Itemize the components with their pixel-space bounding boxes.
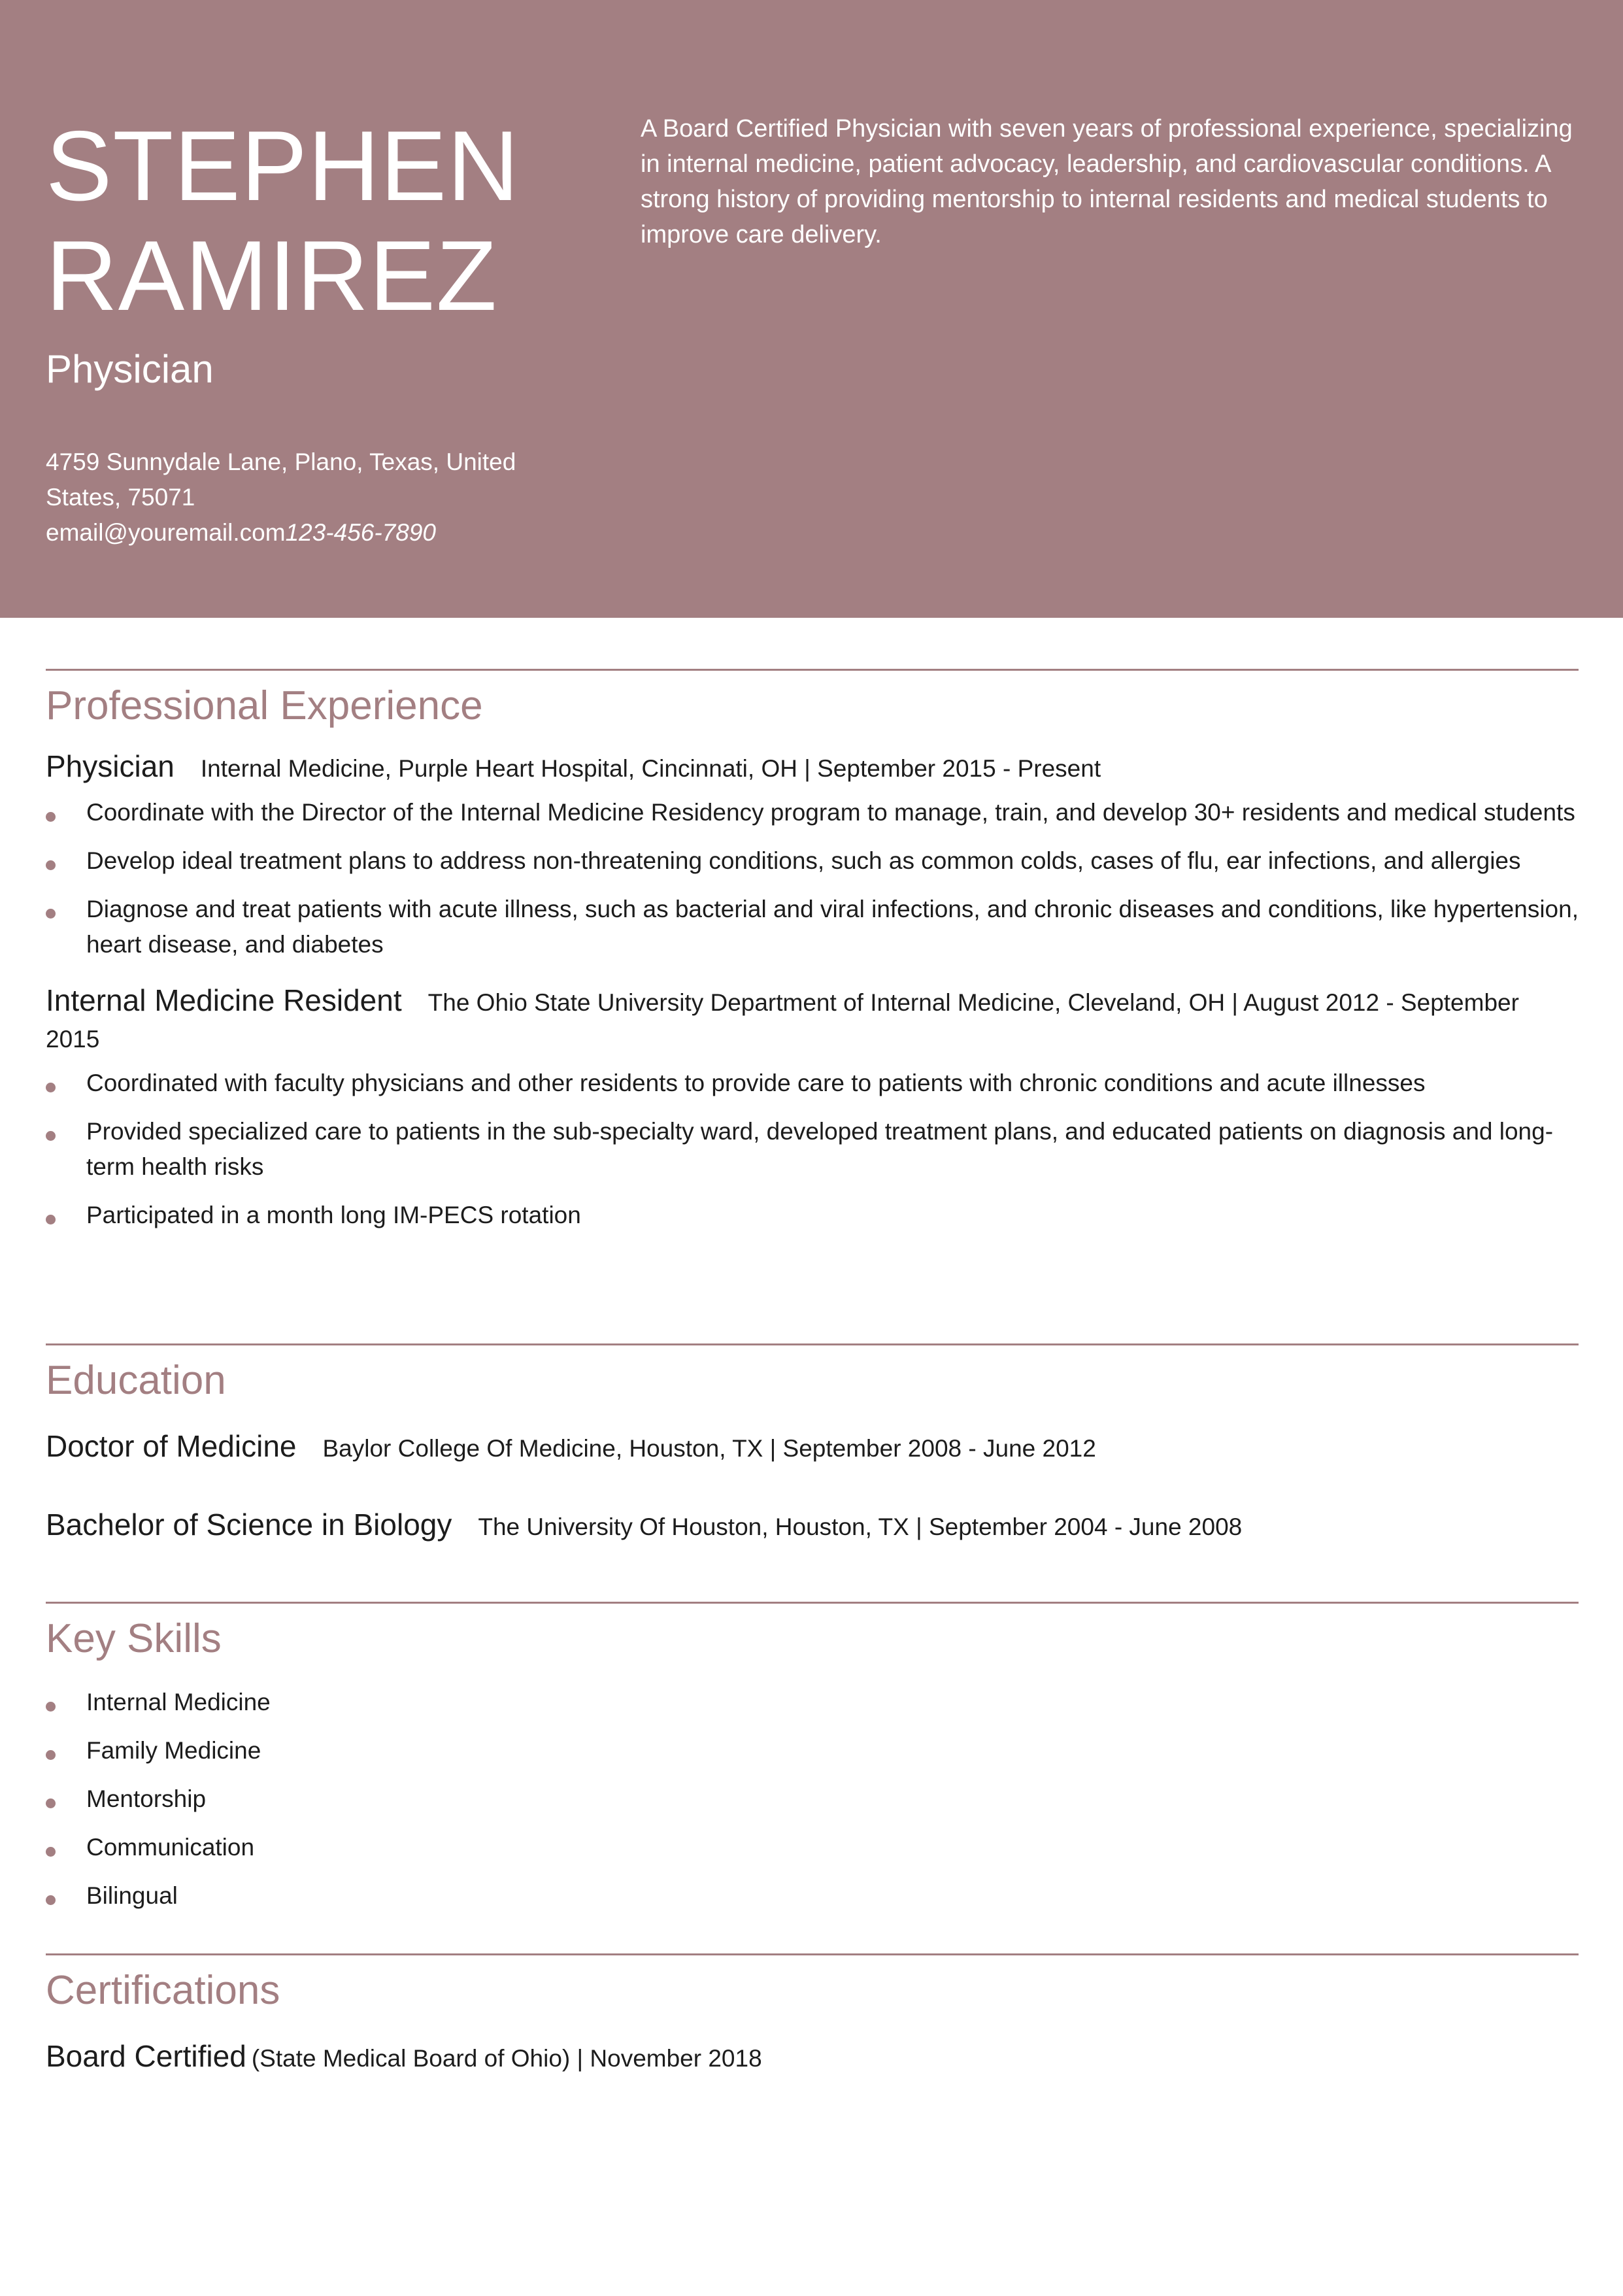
certification-name: Board Certified: [46, 2039, 246, 2073]
address: 4759 Sunnydale Lane, Plano, Texas, United States, 75071: [46, 448, 516, 511]
bullet-icon: [46, 1702, 56, 1712]
job-entry: [46, 982, 1579, 1233]
degree-meta: Baylor College Of Medicine, Houston, TX | September 2008 - June 2012: [322, 1435, 1096, 1462]
list-item: [46, 1781, 1579, 1817]
bullet-text: Develop ideal treatment plans to address non-threatening conditions, such as common colds, cases of flu, ear infections, and allergies: [86, 847, 1521, 874]
degree-title: Doctor of Medicine: [46, 1429, 297, 1463]
profile-summary: A Board Certified Physician with seven years of professional experience, specializing in internal medicine, patient advocacy, leadership, and cardiovascular conditions. A strong history of providing mentorship to internal residents and medical students to improve care delivery.: [641, 115, 1573, 248]
list-item: [46, 1733, 1579, 1768]
list-item: [46, 1114, 1579, 1185]
degree-title: Bachelor of Science in Biology: [46, 1508, 452, 1542]
skill-text: Family Medicine: [86, 1737, 261, 1764]
skills-section: [46, 1602, 1579, 1927]
job-bullets: [46, 795, 1579, 962]
section-title-certifications: Certifications: [46, 1968, 280, 2013]
bullet-text: Provided specialized care to patients in the sub-specialty ward, developed treatment plans, and educated patients on diagnosis and long-term health risks: [86, 1118, 1554, 1180]
resume-header: [0, 0, 1623, 618]
list-item: [46, 1066, 1579, 1101]
bullet-icon: [46, 1131, 56, 1141]
bullet-icon: [46, 1083, 56, 1092]
bullet-icon: [46, 1750, 56, 1760]
bullet-icon: [46, 1847, 56, 1857]
section-title-experience: Professional Experience: [46, 683, 483, 728]
job-meta: The Ohio State University Department of Internal Medicine, Cleveland, OH | August 2012 - September 2015: [46, 989, 1519, 1053]
job-title: Physician: [46, 347, 214, 391]
skill-text: Bilingual: [86, 1882, 178, 1909]
skill-text: Communication: [86, 1834, 255, 1861]
list-item: [46, 843, 1579, 879]
last-name: RAMIREZ: [46, 220, 497, 331]
bullet-text: Coordinated with faculty physicians and other residents to provide care to patients with chronic conditions and acute illnesses: [86, 1070, 1426, 1096]
certification-meta: (State Medical Board of Ohio) | November 2018: [251, 2045, 762, 2072]
job-heading: [46, 982, 1579, 1058]
bullet-text: Participated in a month long IM-PECS rotation: [86, 1202, 581, 1228]
job-entry: [46, 748, 1579, 962]
education-entry: [46, 1428, 1579, 1467]
list-item: [46, 892, 1579, 962]
list-item: [46, 1198, 1579, 1233]
bullet-icon: [46, 1798, 56, 1808]
job-title: Physician: [46, 749, 175, 783]
skill-text: Mentorship: [86, 1785, 207, 1812]
phone: 123-456-7890: [285, 519, 436, 546]
bullet-text: Coordinate with the Director of the Internal Medicine Residency program to manage, train, and develop 30+ residents and medical students: [86, 799, 1575, 826]
contact-info: [46, 445, 543, 550]
list-item: [46, 1830, 1579, 1865]
section-title-education: Education: [46, 1358, 226, 1403]
bullet-text: Diagnose and treat patients with acute illness, such as bacterial and viral infections, and chronic diseases and conditions, like hypertension, heart disease, and diabetes: [86, 896, 1579, 958]
experience-section: [46, 669, 1579, 1246]
education-entry: [46, 1506, 1579, 1545]
bullet-icon: [46, 1895, 56, 1905]
candidate-name: [46, 111, 608, 331]
certifications-section: [46, 1953, 1579, 2077]
certification-entry: [46, 2038, 1579, 2077]
job-bullets: [46, 1066, 1579, 1233]
education-section: [46, 1343, 1579, 1545]
list-item: [46, 1685, 1579, 1720]
section-title-skills: Key Skills: [46, 1616, 222, 1661]
bullet-icon: [46, 860, 56, 870]
skills-list: [46, 1685, 1579, 1914]
job-meta: Internal Medicine, Purple Heart Hospital, Cincinnati, OH | September 2015 - Present: [200, 755, 1101, 782]
list-item: [46, 795, 1579, 830]
bullet-icon: [46, 1215, 56, 1224]
email: email@youremail.com: [46, 519, 286, 546]
degree-meta: The University Of Houston, Houston, TX | September 2004 - June 2008: [478, 1513, 1243, 1540]
email-phone-line: [46, 515, 543, 550]
bullet-icon: [46, 909, 56, 919]
job-heading: [46, 748, 1579, 787]
job-title: Internal Medicine Resident: [46, 983, 402, 1017]
list-item: [46, 1878, 1579, 1914]
bullet-icon: [46, 812, 56, 822]
skill-text: Internal Medicine: [86, 1689, 271, 1715]
first-name: STEPHEN: [46, 110, 520, 222]
